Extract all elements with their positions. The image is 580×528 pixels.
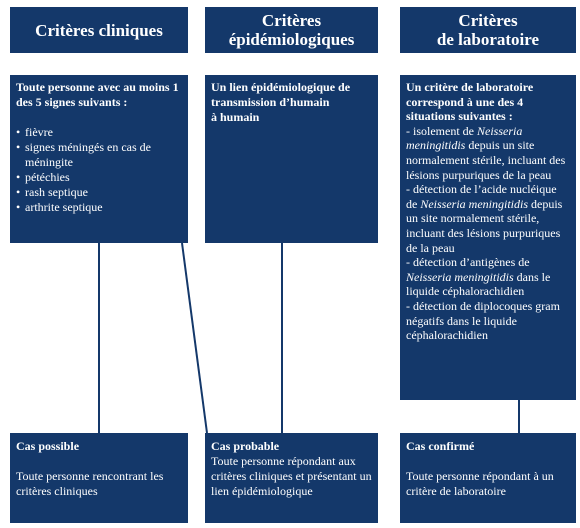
- list-item: • fièvre: [16, 125, 182, 140]
- probable-case-title: Cas probable: [211, 439, 280, 453]
- epi-line3: à humain: [211, 110, 260, 124]
- header-epi-line1: Critères: [261, 11, 322, 30]
- confirmed-case-text: Toute personne répondant à un critère de laboratoire: [406, 469, 554, 498]
- probable-case-text: Toute personne répondant aux critères cliniques et présentant un lien épidémiologique: [211, 454, 372, 498]
- epidemiological-criteria-box: [205, 75, 378, 243]
- header-epi-line2: épidémiologiques: [228, 30, 355, 49]
- header-clinical-criteria: Critères cliniques: [10, 7, 188, 53]
- list-item: • arthrite septique: [16, 200, 182, 215]
- header-lab-line2: de laboratoire: [436, 30, 540, 49]
- clinical-signs-list: [16, 125, 182, 215]
- confirmed-case-box: [400, 433, 576, 523]
- list-item: • pétéchies: [16, 170, 182, 185]
- header-epidemiological-criteria: [205, 7, 378, 53]
- clinical-intro: Toute personne avec au moins 1 des 5 signes suivants :: [16, 80, 179, 109]
- lab-situation-1: - isolement de Neisseria meningitidis depuis un site normalement stérile, incluant des lésions purpuriques de la peau: [406, 123, 566, 182]
- possible-case-box: [10, 433, 188, 523]
- header-laboratory-criteria: [400, 7, 576, 53]
- laboratory-criteria-box: [400, 75, 576, 400]
- confirmed-case-title: Cas confirmé: [406, 439, 475, 453]
- possible-case-text: Toute personne rencontrant les critères cliniques: [16, 469, 164, 498]
- epi-line2: transmission d’humain: [211, 95, 330, 109]
- lab-situation-4: - détection de diplocoques gram négatifs dans le liquide céphalorachidien: [406, 298, 560, 343]
- header-lab-line1: Critères: [458, 11, 518, 30]
- lab-situation-3: - détection d’antigènes de Neisseria meningitidis dans le liquide céphalorachidien: [406, 255, 551, 299]
- lab-situation-2: - détection de l’acide nucléique de Neisseria meningitidis depuis un site normalement stérile, incluant des lésions purpuriques de la peau: [406, 182, 563, 255]
- epi-line1: Un lien épidémiologique de: [211, 80, 351, 94]
- list-item: • rash septique: [16, 185, 182, 200]
- connector-clinical-to-probable: [182, 243, 207, 433]
- clinical-criteria-box: [10, 75, 188, 243]
- lab-intro: Un critère de laboratoire correspond à une des 4 situations suivantes :: [406, 80, 534, 124]
- list-item: • signes méningés en cas de méningite: [16, 140, 182, 170]
- probable-case-box: [205, 433, 378, 523]
- possible-case-title: Cas possible: [16, 439, 80, 453]
